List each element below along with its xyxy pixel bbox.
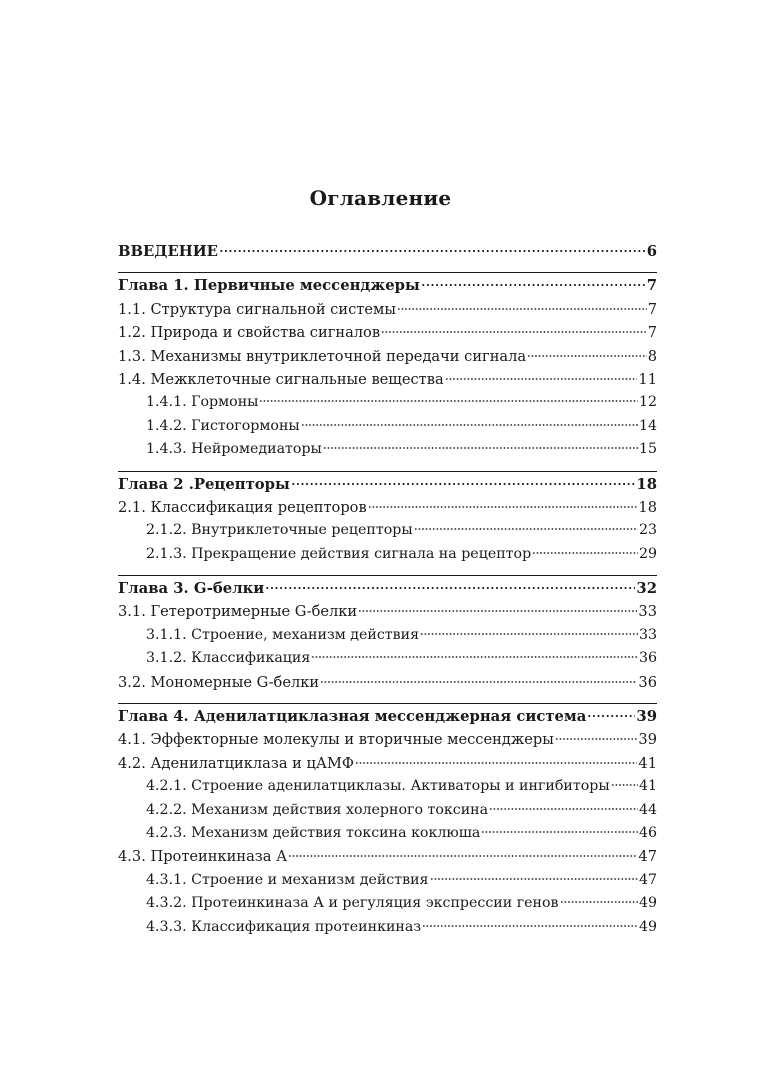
- toc-entry-page-number: 49: [638, 918, 657, 935]
- dot-leader: [219, 250, 646, 252]
- toc-entry[interactable]: [118, 345, 657, 368]
- toc-entry-label: 4.3.2. Протеинкиназа А и регуляция экспрессии генов: [146, 895, 559, 912]
- section-divider: [118, 471, 657, 472]
- dot-leader: [532, 552, 638, 554]
- toc-entry-label: 4.3.1. Строение и механизм действия: [146, 871, 429, 888]
- toc-entry-label: 4.3. Протеинкиназа А: [118, 848, 288, 866]
- toc-entry[interactable]: [118, 473, 657, 496]
- page-title: Оглавление: [309, 186, 452, 210]
- toc-entry-page-number: 47: [638, 871, 657, 888]
- toc-entry-label: 1.1. Структура сигнальной системы: [118, 300, 396, 318]
- toc-entry-page-number: 7: [647, 300, 657, 318]
- toc-entry-label: ВВЕДЕНИЕ: [118, 243, 218, 260]
- toc-entry-label: 1.3. Механизмы внутриклеточной передачи сигнала: [118, 347, 527, 365]
- toc-entry-label: 2.1. Классификация рецепторов: [118, 498, 367, 516]
- toc-entry[interactable]: [118, 496, 657, 519]
- toc-entry[interactable]: [118, 438, 657, 461]
- dot-leader: [397, 308, 647, 310]
- toc-entry[interactable]: [118, 240, 657, 263]
- toc-entry-page-number: 15: [638, 441, 657, 458]
- toc-entry[interactable]: [118, 368, 657, 391]
- dot-leader: [555, 738, 638, 740]
- dot-leader: [611, 784, 638, 786]
- toc-entry[interactable]: [118, 624, 657, 647]
- toc-entry[interactable]: [118, 892, 657, 915]
- section-divider: [118, 575, 657, 576]
- dot-leader: [358, 610, 637, 612]
- toc-entry-label: 3.2. Мономерные G-белки: [118, 673, 320, 691]
- toc-entry-label: 3.1.2. Классификация: [146, 650, 311, 667]
- toc-entry-page-number: 18: [638, 498, 657, 516]
- dot-leader: [311, 656, 638, 658]
- toc-entry-label: Глава 1. Первичные мессенджеры: [118, 277, 420, 295]
- dot-leader: [265, 587, 635, 589]
- toc-entry-page-number: 33: [638, 626, 657, 643]
- dot-leader: [259, 400, 637, 402]
- toc-entry-page-number: 7: [647, 324, 657, 342]
- toc-entry[interactable]: [118, 869, 657, 892]
- dot-leader: [291, 483, 636, 485]
- toc-entry-label: 3.1. Гетеротримерные G-белки: [118, 603, 358, 621]
- dot-leader: [421, 284, 646, 286]
- toc-entry-label: Глава 2 .Рецепторы: [118, 475, 290, 493]
- dot-leader: [422, 925, 638, 927]
- dot-leader: [381, 331, 647, 333]
- dot-leader: [301, 424, 638, 426]
- toc-entry-page-number: 41: [638, 778, 657, 795]
- dot-leader: [288, 855, 637, 857]
- toc-entry[interactable]: [118, 799, 657, 822]
- toc-entry-page-number: 49: [638, 895, 657, 912]
- toc-entry-page-number: 44: [638, 801, 657, 818]
- toc-entry-page-number: 8: [647, 347, 657, 365]
- toc-entry-page-number: 36: [638, 673, 657, 691]
- dot-leader: [481, 831, 638, 833]
- dot-leader: [445, 378, 638, 380]
- toc-entry-page-number: 12: [638, 394, 657, 411]
- toc-entry-label: 3.1.1. Строение, механизм действия: [146, 626, 420, 643]
- toc-entry-label: Глава 3. G-белки: [118, 580, 265, 598]
- toc-entry-label: 1.4.2. Гистогормоны: [146, 417, 300, 434]
- toc-entry[interactable]: [118, 647, 657, 670]
- dot-leader: [420, 633, 638, 635]
- toc-entry-page-number: 47: [638, 848, 657, 866]
- toc-entry-page-number: 14: [638, 417, 657, 434]
- toc-entry-page-number: 41: [638, 754, 657, 772]
- toc-entry[interactable]: [118, 391, 657, 414]
- toc-entry[interactable]: [118, 845, 657, 868]
- toc-entry-page-number: 32: [636, 580, 657, 598]
- toc-entry[interactable]: [118, 600, 657, 623]
- toc-entry-page-number: 33: [638, 603, 657, 621]
- toc-entry-label: 4.2.2. Механизм действия холерного токсина: [146, 801, 489, 818]
- toc-entry-label: 2.1.3. Прекращение действия сигнала на рецептор: [146, 545, 532, 562]
- toc-entry[interactable]: [118, 775, 657, 798]
- toc-entry-label: 1.2. Природа и свойства сигналов: [118, 324, 381, 342]
- toc-entry-page-number: 39: [636, 708, 657, 726]
- toc-entry[interactable]: [118, 274, 657, 297]
- toc-entry-page-number: 18: [636, 475, 657, 493]
- toc-entry-label: 4.2.3. Механизм действия токсина коклюша: [146, 824, 481, 841]
- toc-entry-label: 4.2.1. Строение аденилатциклазы. Активаторы и ингибиторы: [146, 778, 610, 795]
- toc-entry[interactable]: [118, 728, 657, 751]
- toc-entry-page-number: 23: [638, 522, 657, 539]
- dot-leader: [368, 506, 638, 508]
- dot-leader: [587, 715, 635, 717]
- toc-entry-label: 4.3.3. Классификация протеинкиназ: [146, 918, 422, 935]
- toc-entry[interactable]: [118, 916, 657, 939]
- toc-entry[interactable]: [118, 671, 657, 694]
- dot-leader: [489, 808, 638, 810]
- dot-leader: [430, 878, 638, 880]
- dot-leader: [414, 528, 638, 530]
- toc-entry-page-number: 29: [638, 545, 657, 562]
- toc-entry-label: 1.4.1. Гормоны: [146, 394, 259, 411]
- toc-entry-page-number: 6: [646, 243, 657, 260]
- toc-entry-page-number: 36: [638, 650, 657, 667]
- table-of-contents: [118, 240, 657, 939]
- dot-leader: [320, 681, 637, 683]
- toc-entry[interactable]: [118, 321, 657, 344]
- toc-entry[interactable]: [118, 822, 657, 845]
- toc-entry-label: 4.1. Эффекторные молекулы и вторичные мессенджеры: [118, 731, 554, 749]
- toc-entry-page-number: 7: [646, 277, 657, 295]
- toc-entry[interactable]: [118, 298, 657, 321]
- toc-entry[interactable]: [118, 519, 657, 542]
- section-divider: [118, 272, 657, 273]
- toc-entry[interactable]: [118, 543, 657, 566]
- toc-entry-page-number: 46: [638, 824, 657, 841]
- toc-entry-label: 1.4. Межклеточные сигнальные вещества: [118, 370, 444, 388]
- toc-entry-label: 2.1.2. Внутриклеточные рецепторы: [146, 522, 413, 539]
- dot-leader: [323, 447, 638, 449]
- toc-entry-page-number: 11: [638, 370, 657, 388]
- toc-entry-label: Глава 4. Аденилатциклазная мессенджерная система: [118, 708, 587, 726]
- toc-entry[interactable]: [118, 415, 657, 438]
- section-divider: [118, 703, 657, 704]
- toc-entry[interactable]: [118, 752, 657, 775]
- dot-leader: [560, 901, 638, 903]
- toc-entry-page-number: 39: [638, 731, 657, 749]
- toc-entry-label: 1.4.3. Нейромедиаторы: [146, 441, 322, 458]
- dot-leader: [355, 762, 637, 764]
- toc-entry[interactable]: [118, 705, 657, 728]
- dot-leader: [527, 355, 647, 357]
- toc-entry-label: 4.2. Аденилатциклаза и цАМФ: [118, 754, 355, 772]
- toc-entry[interactable]: [118, 577, 657, 600]
